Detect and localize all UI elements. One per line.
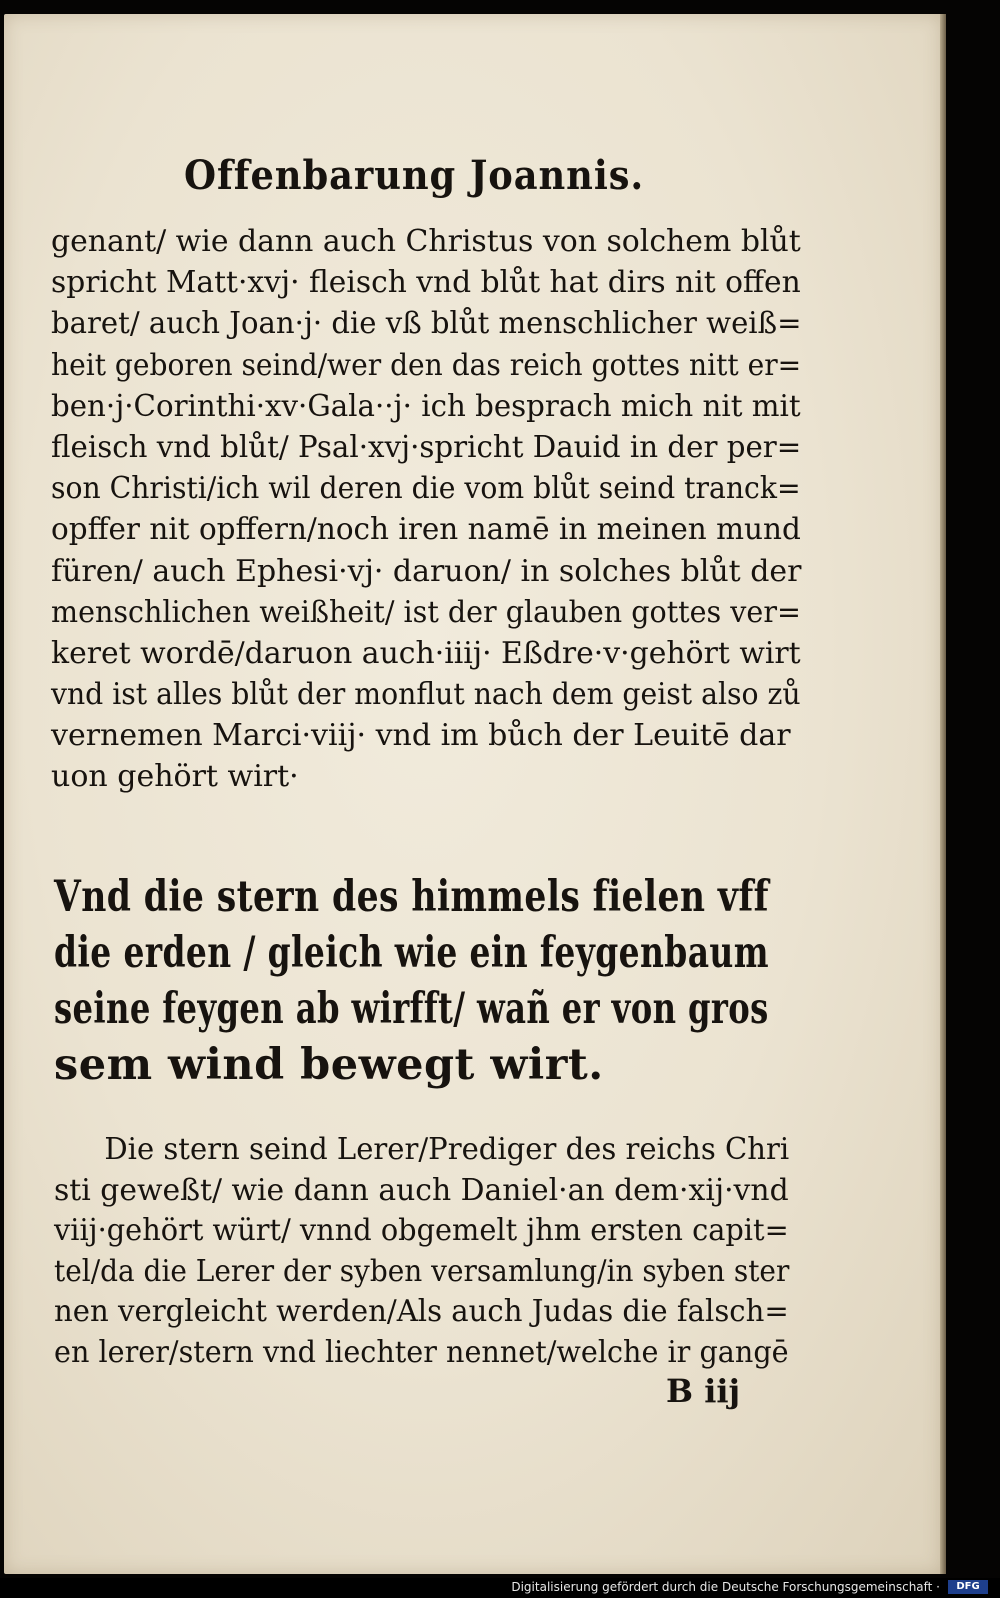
verse-line: die erden / gleich wie ein feygenbaum (54, 928, 769, 978)
text-line: son Christi/ich wil deren die vom blůt seind tranck= (51, 471, 801, 507)
verse-line: seine feygen ab wirfft/ wañ er von gros (54, 984, 769, 1034)
footer-bar (0, 1578, 1000, 1598)
text-line: nen vergleicht werden/Als auch Judas die falsch= (54, 1294, 789, 1329)
text-line: genant/ wie dann auch Christus von solchem blůt (51, 224, 801, 259)
dfg-logo-icon: DFG (948, 1580, 988, 1594)
text-line: Die stern seind Lerer/Prediger des reichs Chri (104, 1132, 790, 1167)
text-line: uon gehört wirt· (51, 759, 299, 795)
text-line: vnd ist alles blůt der monflut nach dem geist also zů (51, 677, 801, 713)
text-line: opffer nit opffern/noch iren namē in meinen mund (51, 512, 801, 548)
text-line: ben·j·Corinthi·xv·Gala··j· ich besprach mich nit mit (51, 388, 801, 424)
text-line: tel/da die Lerer der syben versamlung/in syben ster (54, 1253, 790, 1289)
text-line: menschlichen weißheit/ ist der glauben gottes ver= (51, 594, 801, 630)
commentary-block-2 (54, 1132, 843, 1375)
verse-line: sem wind bewegt wirt. (54, 1040, 604, 1090)
book-page (4, 14, 942, 1574)
running-head: Offenbarung Joannis. (184, 152, 645, 199)
text-line: heit geboren seind/wer den das reich gottes nitt er= (51, 347, 802, 383)
text-line: spricht Matt·xvj· fleisch vnd blůt hat dirs nit offen (51, 265, 801, 301)
text-line: en lerer/stern vnd liechter nennet/welche ir gangē (54, 1334, 789, 1370)
verse-line: Vnd die stern des himmels fielen vff (54, 872, 769, 922)
text-line: füren/ auch Ephesi·vj· daruon/ in solches blůt der (51, 553, 802, 589)
signature-mark: B iij (666, 1372, 741, 1410)
text-line: sti geweßt/ wie dann auch Daniel·an dem·xij·vnd (54, 1172, 789, 1208)
text-line: keret wordē/daruon auch·iiij· Eßdre·v·gehört wirt (51, 635, 801, 671)
commentary-block-1 (51, 224, 852, 801)
text-line: viij·gehört würt/ vnnd obgemelt jhm ersten capit= (54, 1213, 789, 1248)
scripture-verse (54, 869, 1000, 1093)
footer-credit: Digitalisierung gefördert durch die Deutsche Forschungsgemeinschaft · (511, 1580, 940, 1594)
text-line: fleisch vnd blůt/ Psal·xvj·spricht Dauid in der per= (51, 429, 802, 465)
text-line: vernemen Marci·viij· vnd im bůch der Leuitē dar (51, 718, 791, 754)
page-edge (940, 14, 946, 1574)
text-line: baret/ auch Joan·j· die vß blůt menschlicher weiß= (51, 306, 802, 342)
